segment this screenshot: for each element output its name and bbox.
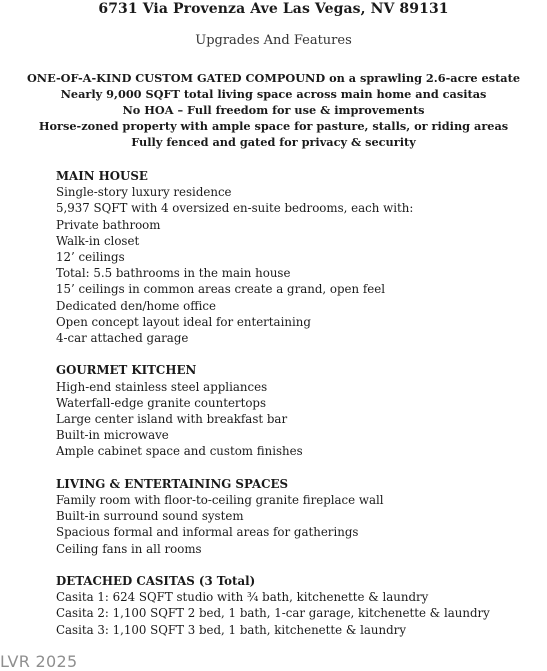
- highlight-line: Horse-zoned property with ample space for pasture, stalls, or riding areas: [38, 119, 509, 133]
- section-heading: MAIN HOUSE: [56, 169, 148, 183]
- highlight-line: Nearly 9,000 SQFT total living space across main home and casitas: [60, 87, 487, 101]
- feature-item: Built-in microwave: [56, 428, 169, 443]
- highlight-line: ONE-OF-A-KIND CUSTOM GATED COMPOUND on a sprawling 2.6-acre estate: [26, 71, 521, 85]
- page-title: 6731 Via Provenza Ave Las Vegas, NV 89131: [98, 1, 449, 17]
- feature-item: Casita 1: 624 SQFT studio with ¾ bath, kitchenette & laundry: [56, 590, 429, 605]
- highlight-line: Fully fenced and gated for privacy & security: [131, 135, 416, 149]
- feature-item: Ceiling fans in all rooms: [56, 541, 202, 556]
- feature-item: High-end stainless steel appliances: [56, 379, 268, 394]
- feature-item: Ample cabinet space and custom finishes: [56, 444, 303, 459]
- feature-item: Casita 2: 1,100 SQFT 2 bed, 1 bath, 1-car garage, kitchenette & laundry: [56, 606, 490, 621]
- section-heading: DETACHED CASITAS (3 Total): [56, 574, 256, 589]
- feature-item: 5,937 SQFT with 4 oversized en-suite bedrooms, each with:: [56, 201, 414, 216]
- section-detached-casitas: [56, 573, 541, 638]
- section-heading: LIVING & ENTERTAINING SPACES: [56, 476, 289, 491]
- section-heading: GOURMET KITCHEN: [56, 363, 197, 378]
- page-subtitle: Upgrades And Features: [195, 33, 352, 48]
- feature-item: 15’ ceilings in common areas create a grand, open feel: [56, 282, 385, 297]
- section-main-house: [56, 168, 541, 346]
- feature-item: Large center island with breakfast bar: [56, 412, 288, 427]
- feature-item: Private bathroom: [56, 217, 161, 232]
- feature-item: Total: 5.5 bathrooms in the main house: [56, 266, 291, 281]
- feature-item: 12’ ceilings: [56, 250, 125, 265]
- highlight-line: No HOA – Full freedom for use & improvements: [122, 103, 425, 117]
- feature-sections: [56, 168, 541, 654]
- section-living-entertaining: [56, 476, 541, 557]
- feature-item: Casita 3: 1,100 SQFT 3 bed, 1 bath, kitchenette & laundry: [56, 622, 406, 637]
- feature-item: Single-story luxury residence: [56, 185, 232, 200]
- feature-item: Family room with floor-to-ceiling granite fireplace wall: [56, 493, 384, 508]
- watermark: LVR 2025: [0, 652, 78, 671]
- feature-item: Walk-in closet: [56, 233, 140, 248]
- section-gourmet-kitchen: [56, 362, 541, 459]
- feature-item: 4-car attached garage: [56, 331, 189, 346]
- feature-item: Waterfall-edge granite countertops: [56, 395, 267, 410]
- highlights-block: [0, 70, 547, 150]
- feature-item: Built-in surround sound system: [56, 509, 244, 524]
- feature-item: Open concept layout ideal for entertaining: [56, 314, 311, 329]
- feature-item: Spacious formal and informal areas for gatherings: [56, 525, 359, 540]
- feature-item: Dedicated den/home office: [56, 298, 216, 313]
